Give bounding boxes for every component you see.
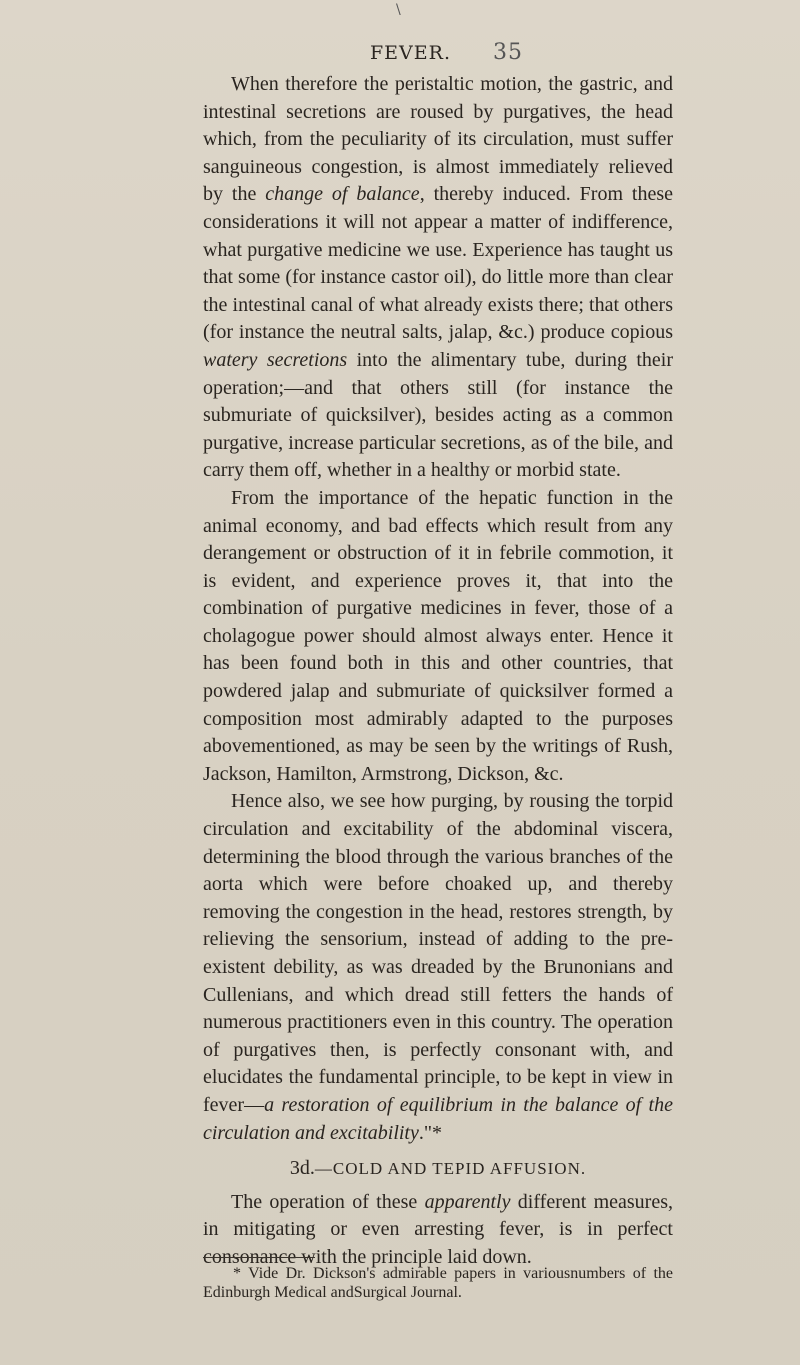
section-heading <box>203 1155 673 1183</box>
body-text <box>203 71 673 1272</box>
italic-phrase: change of balance <box>265 183 420 206</box>
section-number: 3d. <box>289 1157 315 1180</box>
text-run: Hence also, we see how purging, by rousing the torpid circulation and excitability of the abdominal viscera, determining the blood through the various branches of the aorta which were before choaked up, and thereby removing the congestion in the head, restores strength, by relieving the sensorium, instead of adding to the pre-existent debility, as was dreaded by the Brunonians and Cullenians, and which dread still fetters the hands of numerous practitioners even in this country. The operation of purgatives then, is perfectly consonant with, and elucidates the fundamental principle, to be kept in view in fever— <box>203 790 673 1116</box>
text-run: From the importance of the hepatic function in the animal economy, and bad effects which result from any derangement or obstruction of it in febrile commotion, it is evident, and experience proves it, that into the combination of purgative medicines in fever, those of a cholagogue power should almost always enter. Hence it has been found both in this and other countries, that powdered jalap and submuriate of quicksilver formed a composition most admirably adapted to the purposes abovementioned, as may be seen by the writings of Rush, Jackson, Hamilton, Armstrong, Dickson, &c. <box>203 486 673 785</box>
italic-phrase: apparently <box>424 1190 511 1213</box>
running-head-title: FEVER. <box>370 42 451 64</box>
page-number: 35 <box>493 40 523 65</box>
text-run: , thereby induced. From these considerations it will not appear a matter of indifference, what purgative medicine we use. Experience has taught us that some (for instance castor oil), do little more than clear the intestinal canal of what already exists there; that others (for instance the neutral salts, jalap, &c.) produce copious <box>203 183 674 344</box>
margin-mark: \ <box>396 2 401 18</box>
italic-phrase: a restoration of equilibrium in the balance of the circulation and excitability <box>203 1093 673 1144</box>
running-head <box>360 40 523 68</box>
italic-phrase: watery secretions <box>203 348 348 371</box>
text-run: When therefore the peristaltic motion, the gastric, and intestinal secretions are roused by purgatives, the head which, from the peculiarity of its circulation, must suffer sanguineous congestion, is almost immediately relieved by the <box>203 73 673 206</box>
text-run: different measures, in mitigating or even arresting fever, is in perfect consonance with the principle laid down. <box>203 1190 673 1268</box>
paragraph <box>203 1189 673 1272</box>
section-title: —COLD AND TEPID AFFUSION. <box>314 1159 587 1179</box>
paragraph <box>203 788 673 1147</box>
paragraph <box>203 71 673 485</box>
paragraph <box>203 485 673 789</box>
text-run: The operation of these <box>231 1190 425 1213</box>
footnote-rule <box>203 1257 315 1258</box>
text-run: ."* <box>418 1121 443 1144</box>
footnote: * Vide Dr. Dickson's admirable papers in variousnumbers of the Edinburgh Medical andSurgical Journal. <box>203 1265 673 1301</box>
text-run: into the alimentary tube, during their operation;—and that others still (for instance the submuriate of quicksilver), besides acting as a common purgative, increase particular secretions, as of the bile, and carry them off, whether in a healthy or morbid state. <box>203 348 673 482</box>
